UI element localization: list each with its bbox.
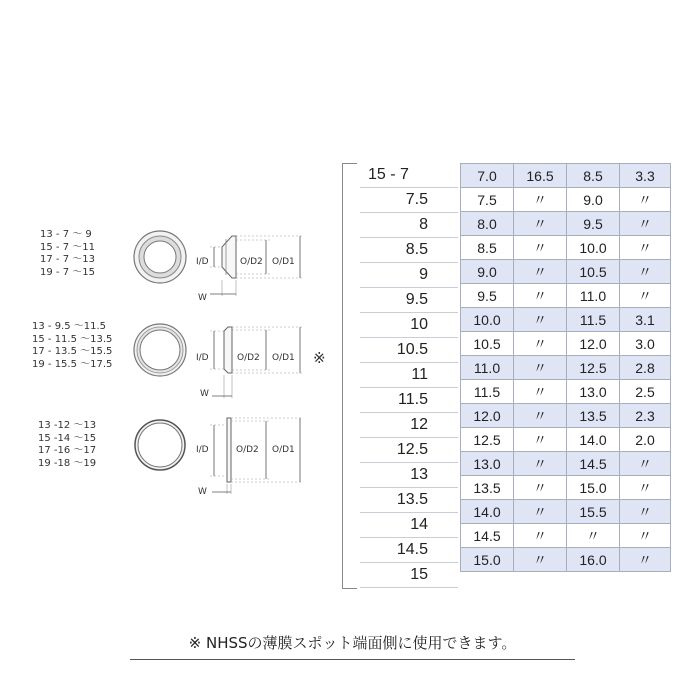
od2-cell: 〃 [514, 260, 567, 284]
size-label: 7.5 [360, 188, 458, 213]
washer-section [222, 236, 236, 278]
table-row [461, 284, 671, 308]
od2-cell: 〃 [514, 284, 567, 308]
size-label: 12.5 [360, 438, 458, 463]
od1-cell: 16.0 [567, 548, 620, 572]
table-row [461, 164, 671, 188]
od1-cell: 12.0 [567, 332, 620, 356]
table-row [461, 548, 671, 572]
od1-cell: 11.0 [567, 284, 620, 308]
id-cell: 13.5 [461, 476, 514, 500]
size-bracket [342, 163, 357, 589]
w-cell: 2.0 [620, 428, 671, 452]
od2-cell: 〃 [514, 476, 567, 500]
size-label: 15 [360, 563, 458, 588]
w-cell: 〃 [620, 452, 671, 476]
group-2-line: 15 - 11.5 〜13.5 [32, 333, 113, 345]
size-label: 10 [360, 313, 458, 338]
group-2-line: 17 - 13.5 〜15.5 [32, 346, 113, 357]
od2-label: O/D2 [240, 257, 263, 267]
od1-cell: 9.5 [567, 212, 620, 236]
od2-label: O/D2 [237, 353, 260, 363]
ring-inner [140, 330, 180, 370]
table-row [461, 260, 671, 284]
od1-cell: 12.5 [567, 356, 620, 380]
w-cell: 〃 [620, 500, 671, 524]
od1-cell: 9.0 [567, 188, 620, 212]
id-cell: 11.5 [461, 380, 514, 404]
table-row [461, 476, 671, 500]
w-cell: 2.5 [620, 380, 671, 404]
group-1-line: 15 - 7 〜11 [40, 241, 95, 253]
group-1-line: 17 - 7 〜13 [40, 254, 95, 265]
table-row [461, 332, 671, 356]
w-label: W [198, 487, 207, 497]
od1-label: O/D1 [272, 445, 295, 455]
ring-inner [138, 423, 182, 467]
od2-cell: 〃 [514, 212, 567, 236]
w-cell: 〃 [620, 260, 671, 284]
od1-cell: 10.0 [567, 236, 620, 260]
group-3-line: 13 -12 〜13 [38, 420, 97, 431]
w-label: W [198, 293, 207, 303]
id-cell: 15.0 [461, 548, 514, 572]
id-cell: 9.0 [461, 260, 514, 284]
size-label: 12 [360, 413, 458, 438]
id-cell: 10.0 [461, 308, 514, 332]
washer-diagram-2 [134, 324, 302, 399]
size-column [360, 163, 458, 588]
od1-cell: 14.0 [567, 428, 620, 452]
size-label: 11.5 [360, 388, 458, 413]
od1-cell: 10.5 [567, 260, 620, 284]
washer-section [227, 418, 231, 482]
id-cell: 10.5 [461, 332, 514, 356]
id-cell: 7.0 [461, 164, 514, 188]
size-label: 13.5 [360, 488, 458, 513]
od2-cell: 〃 [514, 188, 567, 212]
table-row [461, 428, 671, 452]
id-cell: 9.5 [461, 284, 514, 308]
dimension-table [460, 163, 671, 572]
od1-cell: 8.5 [567, 164, 620, 188]
group-2-line: 19 - 15.5 〜17.5 [32, 358, 113, 370]
od1-cell: 11.5 [567, 308, 620, 332]
w-cell: 〃 [620, 524, 671, 548]
group-3-line: 19 -18 〜19 [38, 457, 97, 469]
size-label: 14.5 [360, 538, 458, 563]
table-row [461, 188, 671, 212]
w-cell: 〃 [620, 212, 671, 236]
od2-cell: 〃 [514, 356, 567, 380]
w-cell: 3.0 [620, 332, 671, 356]
id-cell: 11.0 [461, 356, 514, 380]
group-3-line: 17 -16 〜17 [38, 445, 97, 456]
w-cell: 2.3 [620, 404, 671, 428]
od2-cell: 〃 [514, 332, 567, 356]
w-cell: 2.8 [620, 356, 671, 380]
group-3-line: 15 -14 〜15 [38, 432, 97, 444]
od1-cell: 13.5 [567, 404, 620, 428]
id-label: I/D [196, 257, 209, 267]
table-row [461, 356, 671, 380]
w-cell: 3.1 [620, 308, 671, 332]
footnote: ※ NHSSの薄膜スポット端面側に使用できます。 [130, 632, 575, 660]
w-cell: 〃 [620, 284, 671, 308]
od2-cell: 〃 [514, 548, 567, 572]
od1-cell: 〃 [567, 524, 620, 548]
od2-cell: 16.5 [514, 164, 567, 188]
w-cell: 〃 [620, 548, 671, 572]
od2-cell: 〃 [514, 452, 567, 476]
od2-cell: 〃 [514, 428, 567, 452]
group-2-line: 13 - 9.5 〜11.5 [32, 321, 107, 332]
ring-inner [144, 241, 176, 273]
size-label: 9.5 [360, 288, 458, 313]
table-row [461, 500, 671, 524]
table-row [461, 452, 671, 476]
id-cell: 8.0 [461, 212, 514, 236]
w-cell: 〃 [620, 236, 671, 260]
table-row [461, 212, 671, 236]
washer-diagram-1 [134, 231, 302, 303]
table-row [461, 308, 671, 332]
od1-cell: 13.0 [567, 380, 620, 404]
reference-mark: ※ [313, 349, 326, 367]
size-label: 9 [360, 263, 458, 288]
table-row [461, 524, 671, 548]
od1-label: O/D1 [272, 257, 295, 267]
size-label: 11 [360, 363, 458, 388]
w-cell: 3.3 [620, 164, 671, 188]
id-cell: 14.5 [461, 524, 514, 548]
size-label: 14 [360, 513, 458, 538]
od1-cell: 15.0 [567, 476, 620, 500]
od2-cell: 〃 [514, 236, 567, 260]
id-cell: 7.5 [461, 188, 514, 212]
id-cell: 12.5 [461, 428, 514, 452]
id-cell: 12.0 [461, 404, 514, 428]
od2-label: O/D2 [236, 445, 259, 455]
id-cell: 8.5 [461, 236, 514, 260]
table-row [461, 404, 671, 428]
od1-label: O/D1 [272, 353, 295, 363]
size-label: 10.5 [360, 338, 458, 363]
w-cell: 〃 [620, 188, 671, 212]
id-label: I/D [196, 353, 209, 363]
od1-cell: 14.5 [567, 452, 620, 476]
w-label: W [200, 389, 209, 399]
group-1-line: 19 - 7 〜15 [40, 266, 95, 278]
size-label: 8 [360, 213, 458, 238]
id-cell: 14.0 [461, 500, 514, 524]
group-1-line: 13 - 7 〜 9 [40, 229, 92, 240]
id-label: I/D [196, 445, 209, 455]
size-label: 13 [360, 463, 458, 488]
size-label: 8.5 [360, 238, 458, 263]
w-cell: 〃 [620, 476, 671, 500]
od2-cell: 〃 [514, 500, 567, 524]
washer-diagram-3 [135, 418, 302, 497]
table-row [461, 236, 671, 260]
id-cell: 13.0 [461, 452, 514, 476]
size-label: 15 - 7 [360, 163, 458, 188]
washer-section [224, 327, 232, 373]
od1-cell: 15.5 [567, 500, 620, 524]
od2-cell: 〃 [514, 380, 567, 404]
od2-cell: 〃 [514, 524, 567, 548]
od2-cell: 〃 [514, 404, 567, 428]
table-row [461, 380, 671, 404]
od2-cell: 〃 [514, 308, 567, 332]
